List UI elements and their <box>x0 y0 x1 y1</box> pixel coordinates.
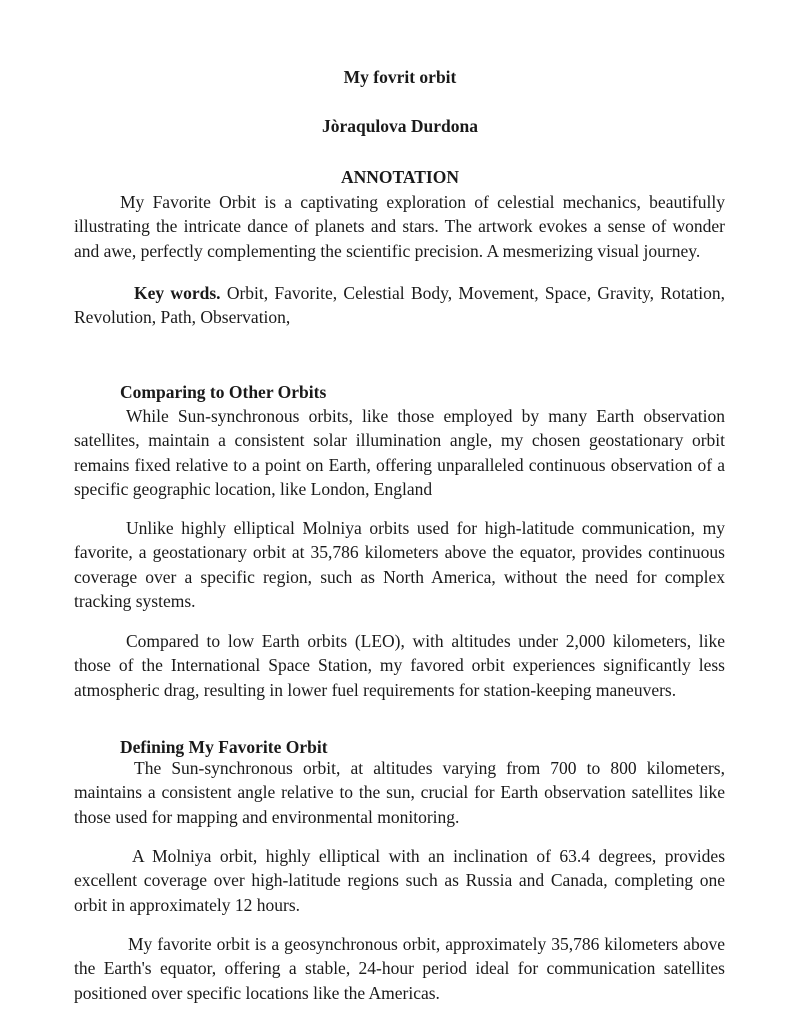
keywords-label: Key words. <box>134 283 221 303</box>
section1-paragraph <box>74 516 725 613</box>
annotation-text: My Favorite Orbit is a captivating exploration of celestial mechanics, beautifully illustrating the intricate dance of planets and stars. The artwork evokes a sense of wonder and awe, perfectly complementing the scientific precision. A mesmerizing visual journey. <box>74 192 725 261</box>
keywords-text: Orbit, Favorite, Celestial Body, Movement, Space, Gravity, Rotation, Revolution, Path, Observation, <box>74 283 726 328</box>
section1-paragraph-2-text: Unlike highly elliptical Molniya orbits used for high-latitude communication, my favorite, a geostationary orbit at 35,786 kilometers above the equator, provides continuous coverage over a specific region, such as North America, without the need for complex tracking systems. <box>74 518 725 611</box>
author-name: Jòraqulova Durdona <box>321 116 479 136</box>
section2-paragraph <box>74 756 725 829</box>
document-title: My fovrit orbit <box>343 67 457 87</box>
section2-paragraph-3-text: My favorite orbit is a geosynchronous orbit, approximately 35,786 kilometers above the Earth's equator, offering a stable, 24-hour period ideal for communication satellites positioned over specific locations like the Americas. <box>74 934 725 1003</box>
section1-paragraph <box>74 404 725 501</box>
annotation-paragraph <box>74 190 725 263</box>
section2-paragraph <box>74 844 725 917</box>
section2-paragraph-2-text: A Molniya orbit, highly elliptical with an inclination of 63.4 degrees, provides excellent coverage over high-latitude regions such as Russia and Canada, completing one orbit in approximately 12 hours. <box>74 846 725 915</box>
annotation-heading: ANNOTATION <box>341 167 459 187</box>
section1-paragraph-1-text: While Sun-synchronous orbits, like those employed by many Earth observation satellites, maintain a consistent solar illumination angle, my chosen geostationary orbit remains fixed relative to a point on Earth, offering unparalleled continuous observation of a specific geographic location, like London, England <box>74 406 725 499</box>
section1-paragraph-3-text: Compared to low Earth orbits (LEO), with altitudes under 2,000 kilometers, like those of the International Space Station, my favored orbit experiences significantly less atmospheric drag, resulting in lower fuel requirements for station-keeping maneuvers. <box>74 631 725 700</box>
section2-paragraph-1-text: The Sun-synchronous orbit, at altitudes varying from 700 to 800 kilometers, maintains a consistent angle relative to the sun, crucial for Earth observation satellites like those used for mapping and environmental monitoring. <box>74 758 725 827</box>
section2-paragraph <box>74 932 725 1005</box>
section-heading-defining: Defining My Favorite Orbit <box>120 737 328 757</box>
section1-paragraph <box>74 629 725 702</box>
section-heading-comparing: Comparing to Other Orbits <box>120 382 327 402</box>
keywords-paragraph <box>74 281 725 330</box>
